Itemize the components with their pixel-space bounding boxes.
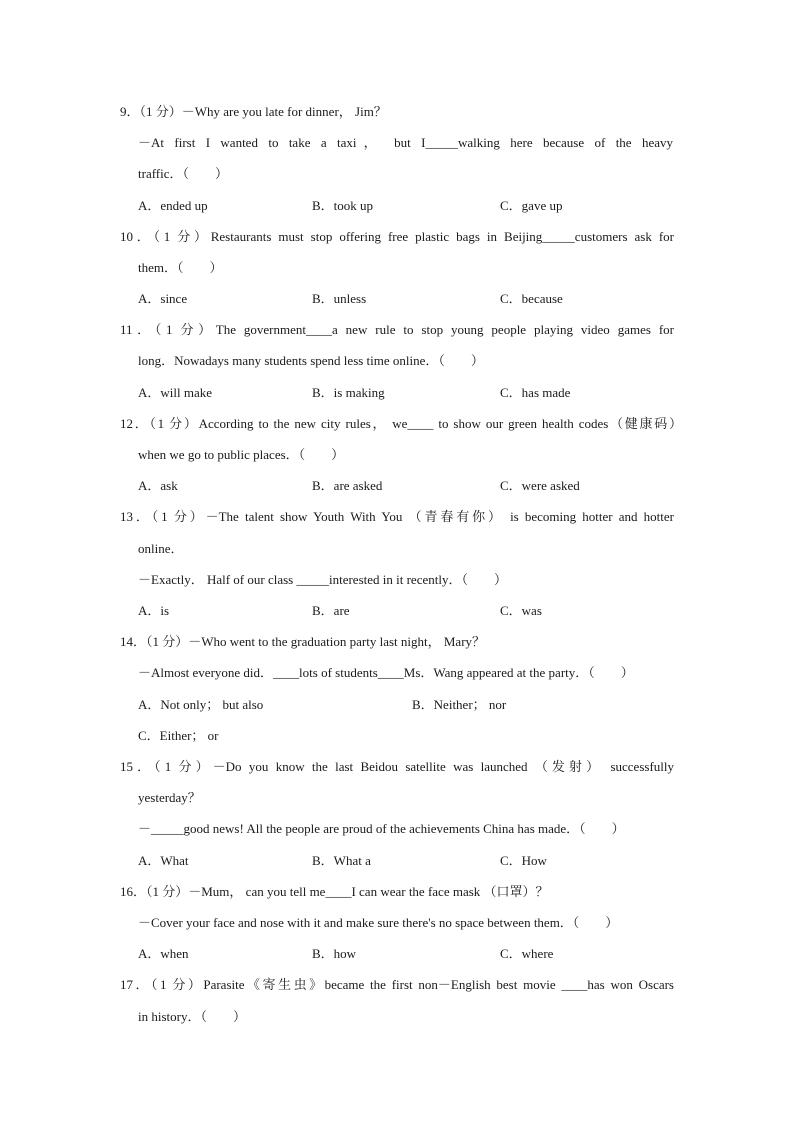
question-13-option-c: C．was bbox=[500, 603, 542, 618]
question-15-option-c: C．How bbox=[500, 853, 547, 868]
question-12-option-c: C．were asked bbox=[500, 478, 580, 493]
question-14-option-b: B．Neither； nor bbox=[412, 697, 507, 712]
question-15-stem-continuation: yesterday？ bbox=[138, 790, 201, 805]
question-9-option-c: C．gave up bbox=[500, 198, 563, 213]
question-14-stem: 14．（1 分）－Who went to the graduation party last night， Mary？ bbox=[120, 634, 486, 649]
question-16-dialogue-line: －Cover your face and nose with it and make sure there's no space between them．（ ） bbox=[138, 915, 619, 930]
question-14-option-c: C．Either； or bbox=[138, 728, 219, 743]
question-13-stem-continuation: online． bbox=[138, 541, 184, 556]
question-13-option-a: A．is bbox=[138, 603, 170, 618]
question-15-option-a: A．What bbox=[138, 853, 189, 868]
question-10-stem: 10．（1 分）Restaurants must stop offering free plastic bags in Beijing_____customers ask for bbox=[120, 229, 674, 244]
question-15-option-b: B．What a bbox=[312, 853, 371, 868]
question-12-stem-continuation: when we go to public places．（ ） bbox=[138, 447, 345, 462]
question-16-option-c: C．where bbox=[500, 946, 554, 961]
question-9-option-b: B．took up bbox=[312, 198, 374, 213]
question-10-option-b: B．unless bbox=[312, 291, 367, 306]
question-10-option-c: C．because bbox=[500, 291, 563, 306]
question-12-option-a: A．ask bbox=[138, 478, 178, 493]
question-11-option-b: B．is making bbox=[312, 385, 385, 400]
question-13-dialogue-line: －Exactly． Half of our class _____interested in it recently．（ ） bbox=[138, 572, 507, 587]
question-17-stem: 17．（1 分）Parasite《寄生虫》became the first non－English best movie ____has won Oscars bbox=[120, 977, 674, 992]
question-14-option-a: A．Not only； but also bbox=[138, 697, 264, 712]
question-9-stem: 9．（1 分）－Why are you late for dinner， Jim？ bbox=[120, 104, 387, 119]
question-10-option-a: A．since bbox=[138, 291, 188, 306]
question-11-option-c: C．has made bbox=[500, 385, 571, 400]
question-11-stem-continuation: long．Nowadays many students spend less time online．（ ） bbox=[138, 353, 484, 368]
question-12-stem: 12．（1 分）According to the new city rules， we____ to show our green health codes（健康码） bbox=[120, 416, 682, 431]
question-16-option-a: A．when bbox=[138, 946, 189, 961]
question-13-option-b: B．are bbox=[312, 603, 350, 618]
question-16-stem: 16．（1 分）－Mum， can you tell me____I can wear the face mask （口罩）？ bbox=[120, 884, 549, 899]
question-16-option-b: B．how bbox=[312, 946, 357, 961]
question-9-dialogue-line: －At first I wanted to take a taxi， but I_____walking here because of the heavy bbox=[138, 135, 673, 150]
question-9-option-a: A．ended up bbox=[138, 198, 208, 213]
question-12-option-b: B．are asked bbox=[312, 478, 383, 493]
question-13-stem: 13．（1 分）－The talent show Youth With You （青春有你） is becoming hotter and hotter bbox=[120, 509, 674, 524]
question-9-dialogue-continuation: traffic．（ ） bbox=[138, 166, 229, 181]
question-15-dialogue-line: －_____good news! All the people are proud of the achievements China has made．（ ） bbox=[138, 821, 625, 836]
question-17-stem-continuation: in history．（ ） bbox=[138, 1009, 246, 1024]
question-11-stem: 11．（1 分）The government____a new rule to stop young people playing video games for bbox=[120, 322, 674, 337]
question-15-stem: 15．（1 分）－Do you know the last Beidou satellite was launched （发射） successfully bbox=[120, 759, 674, 774]
question-11-option-a: A．will make bbox=[138, 385, 213, 400]
question-10-stem-continuation: them．（ ） bbox=[138, 260, 223, 275]
question-14-dialogue-line: －Almost everyone did．____lots of students____Ms．Wang appeared at the party．（ ） bbox=[138, 665, 634, 680]
